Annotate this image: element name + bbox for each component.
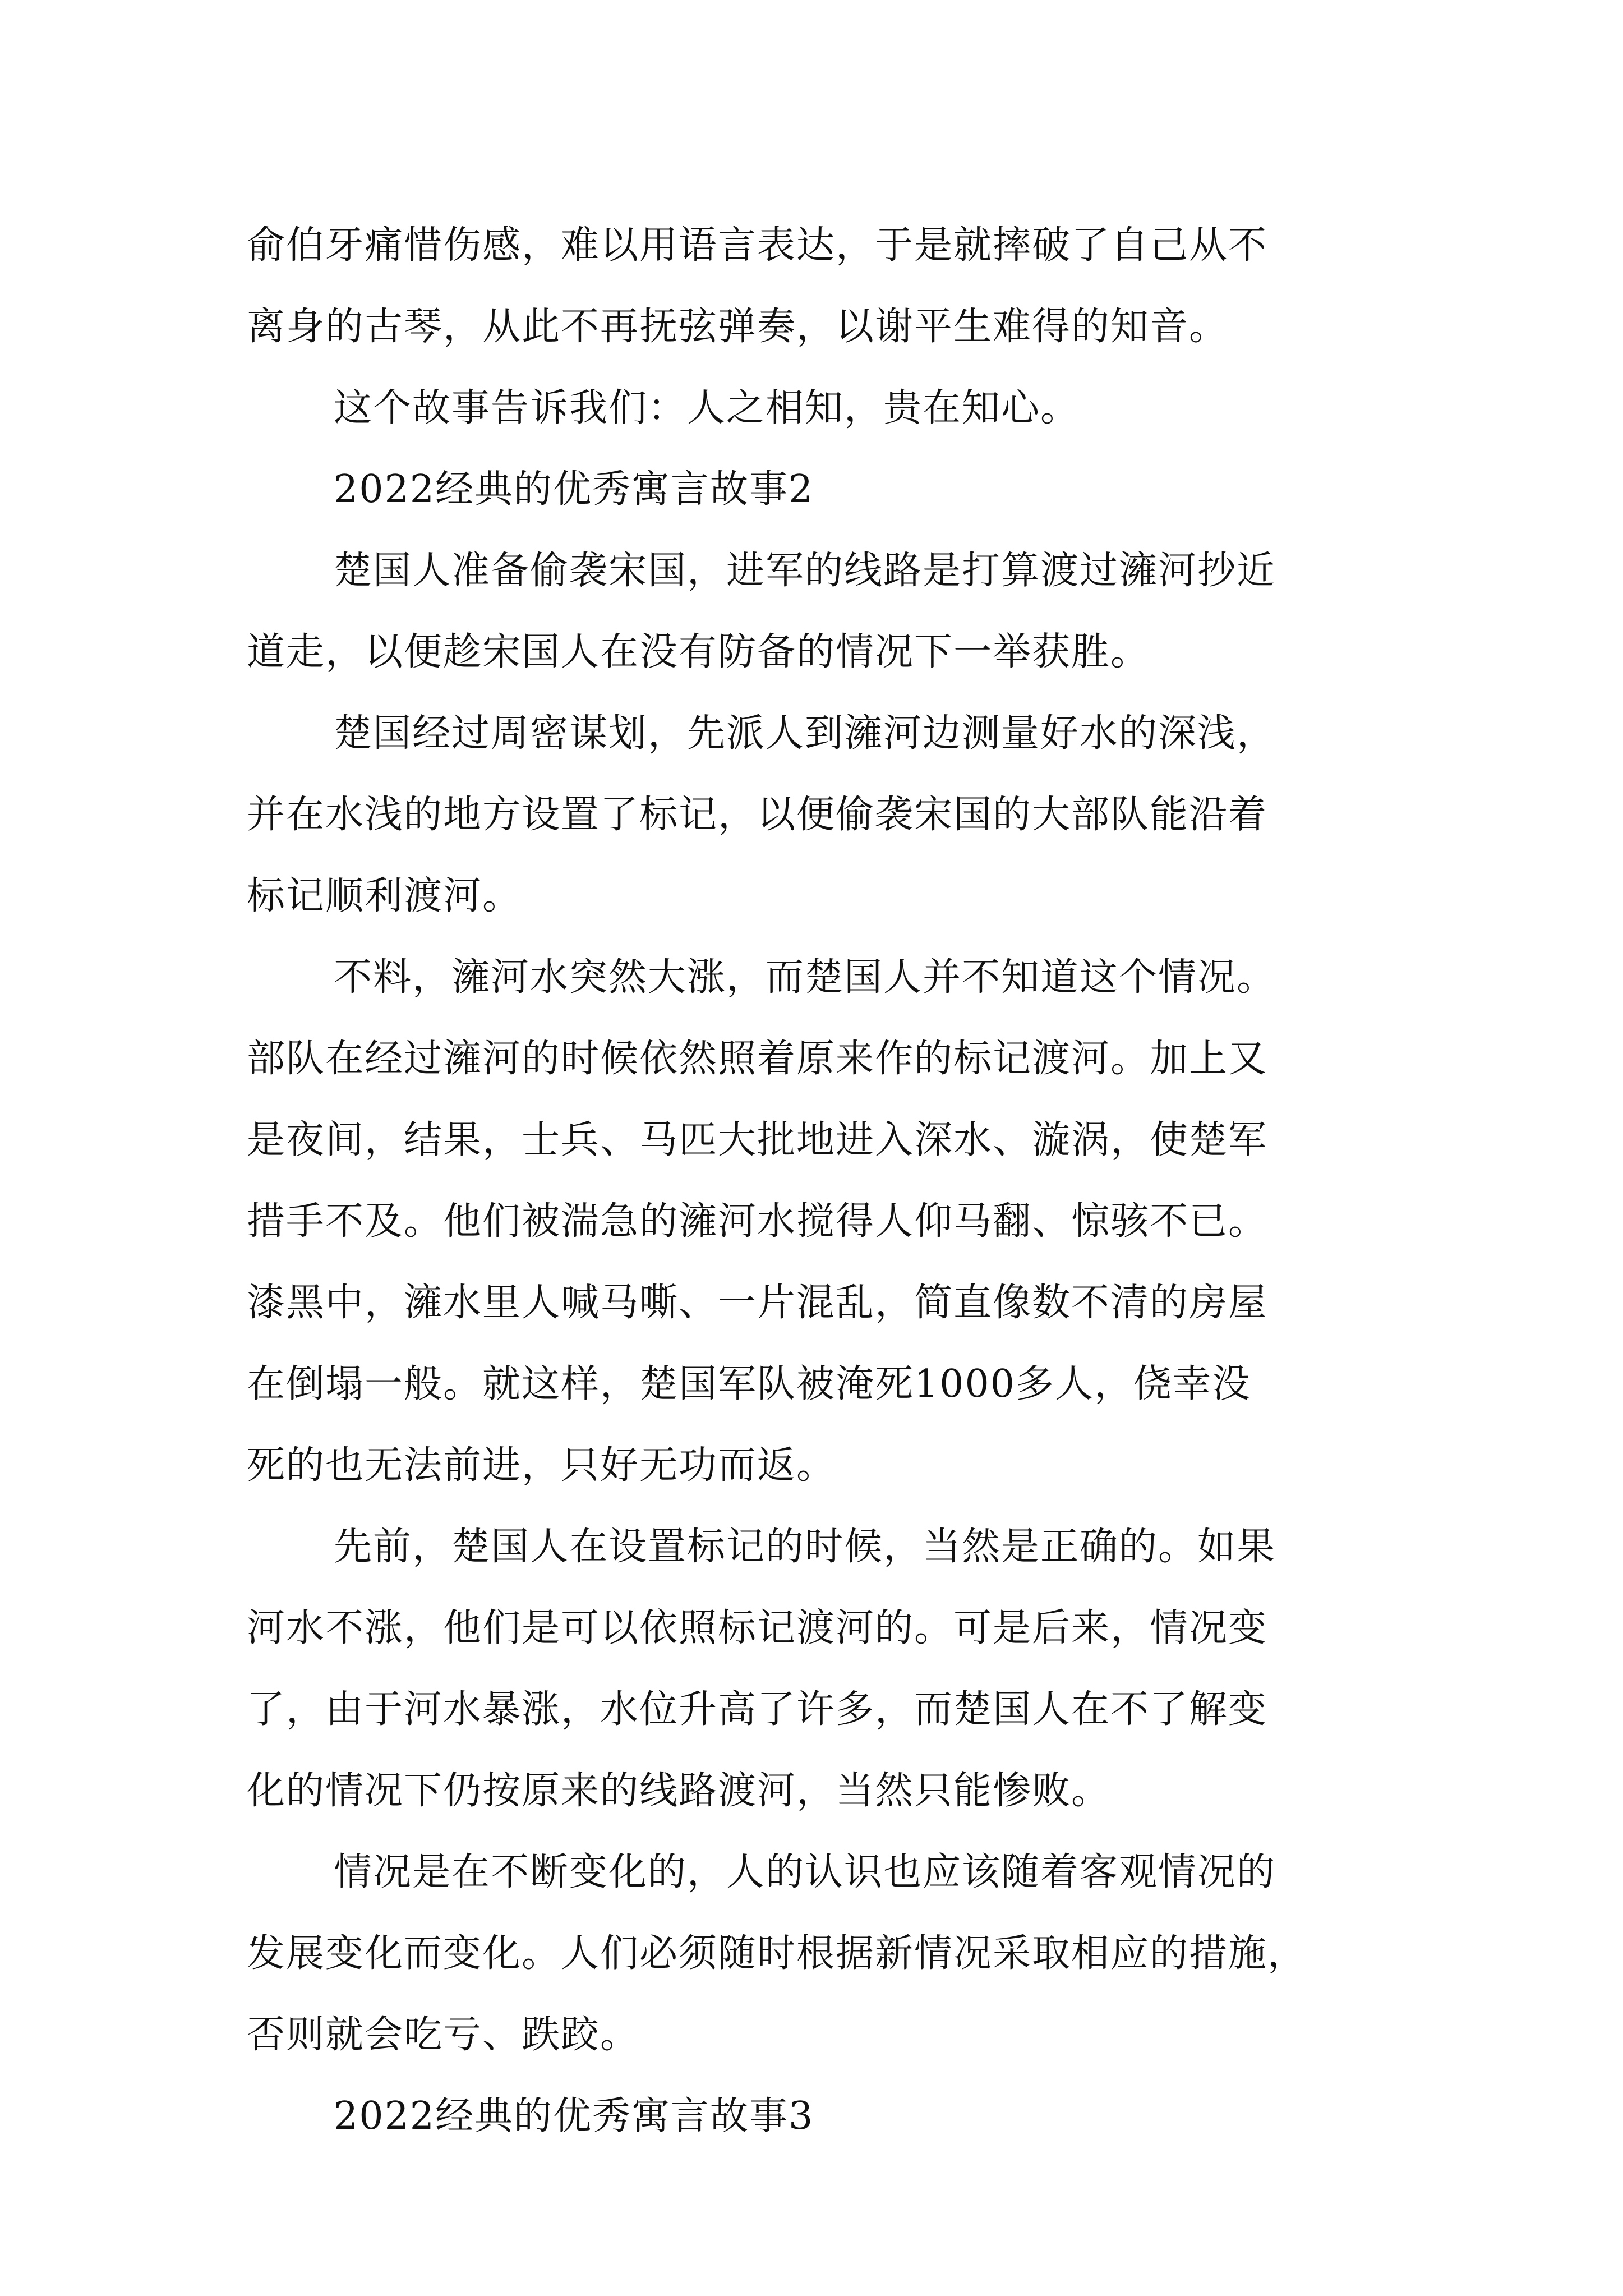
paragraph [247, 693, 1385, 937]
text-line: 部队在经过澭河的时候依然照着原来作的标记渡河。加上又 [247, 1037, 1268, 1081]
text-line: 楚国经过周密谋划，先派人到澭河边测量好水的深浅， [334, 711, 1276, 756]
text-line: 否则就会吃亏、跌跤。 [247, 2013, 640, 2057]
text-line: 了，由于河水暴涨，水位升高了许多，而楚国人在不了解变 [247, 1687, 1268, 1732]
paragraph [247, 205, 1385, 367]
text-line: 是夜间，结果，士兵、马匹大批地进入深水、漩涡，使楚军 [247, 1118, 1268, 1162]
text-line: 措手不及。他们被湍急的澭河水搅得人仰马翻、惊骇不已。 [247, 1199, 1268, 1244]
document-page [247, 205, 1385, 2157]
text-line: 先前，楚国人在设置标记的时候，当然是正确的。如果 [334, 1525, 1276, 1569]
heading-line: 2022经典的优秀寓言故事2 [334, 467, 814, 512]
text-line: 俞伯牙痛惜伤感，难以用语言表达，于是就摔破了自己从不 [247, 223, 1268, 268]
text-line: 情况是在不断变化的，人的认识也应该随着客观情况的 [334, 1850, 1276, 1894]
text-line: 楚国人准备偷袭宋国，进军的线路是打算渡过澭河抄近 [334, 549, 1276, 593]
text-line: 死的也无法前进，只好无功而返。 [247, 1443, 836, 1488]
text-line: 这个故事告诉我们：人之相知，贵在知心。 [334, 386, 1080, 430]
text-line: 标记顺利渡河。 [247, 874, 522, 918]
text-line: 离身的古琴，从此不再抚弦弹奏，以谢平生难得的知音。 [247, 305, 1229, 349]
text-line: 河水不涨，他们是可以依照标记渡河的。可是后来，情况变 [247, 1606, 1268, 1650]
text-line: 漆黑中，澭水里人喊马嘶、一片混乱，简直像数不清的房屋 [247, 1281, 1268, 1325]
heading-line: 2022经典的优秀寓言故事3 [334, 2094, 814, 2138]
paragraph [247, 937, 1385, 1506]
text-line: 发展变化而变化。人们必须随时根据新情况采取相应的措施， [247, 1931, 1307, 1976]
text-line: 在倒塌一般。就这样，楚国军队被淹死1000多人，侥幸没 [247, 1362, 1252, 1406]
paragraph [247, 1506, 1385, 1832]
section-heading [247, 2076, 1385, 2157]
text-line: 不料，澭河水突然大涨，而楚国人并不知道这个情况。 [334, 955, 1276, 1000]
paragraph [247, 530, 1385, 693]
paragraph [247, 367, 1385, 449]
section-heading [247, 449, 1385, 530]
text-line: 道走，以便趁宋国人在没有防备的情况下一举获胜。 [247, 630, 1150, 674]
text-line: 化的情况下仍按原来的线路渡河，当然只能惨败。 [247, 1769, 1111, 1813]
text-line: 并在水浅的地方设置了标记，以便偷袭宋国的大部队能沿着 [247, 793, 1268, 837]
paragraph [247, 1832, 1385, 2076]
